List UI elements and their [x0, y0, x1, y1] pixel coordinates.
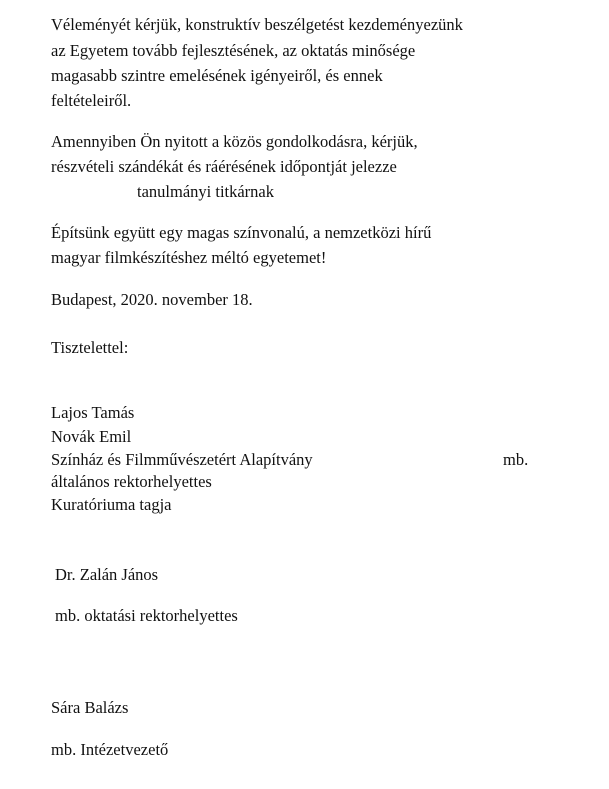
signatory-organization: Színház és Filmművészetért Alapítvány [51, 450, 313, 469]
signatory-mb-label: mb. [503, 450, 529, 469]
paragraph-line: részvételi szándékát és ráérésének időpontját jelezze [51, 157, 397, 176]
signatory-name: Dr. Zalán János [55, 565, 159, 584]
paragraph-line: magasabb szintre emelésének igényeiről, és ennek [51, 66, 383, 85]
date-line: Budapest, 2020. november 18. [51, 290, 253, 309]
paragraph-line: Építsünk együtt egy magas színvonalú, a nemzetközi hírű [51, 223, 432, 242]
signatory-role: Kuratóriuma tagja [51, 495, 172, 514]
paragraph-line: feltételeiről. [51, 91, 132, 110]
paragraph-line: tanulmányi titkárnak [137, 182, 275, 201]
signatory-name: Novák Emil [51, 427, 132, 446]
signatory-name: Lajos Tamás [51, 403, 135, 422]
paragraph-line: Amennyiben Ön nyitott a közös gondolkodásra, kérjük, [51, 132, 418, 151]
closing-line: Tisztelettel: [51, 338, 129, 357]
paragraph-line: az Egyetem tovább fejlesztésének, az oktatás minősége [51, 41, 416, 60]
signatory-title: mb. Intézetvezető [51, 740, 169, 759]
signatory-title: mb. oktatási rektorhelyettes [55, 606, 238, 625]
signatory-name: Sára Balázs [51, 698, 129, 717]
paragraph-line: Véleményét kérjük, konstruktív beszélgetést kezdeményezünk [51, 15, 463, 34]
signatory-title: általános rektorhelyettes [51, 472, 212, 491]
paragraph-line: magyar filmkészítéshez méltó egyetemet! [51, 248, 327, 267]
